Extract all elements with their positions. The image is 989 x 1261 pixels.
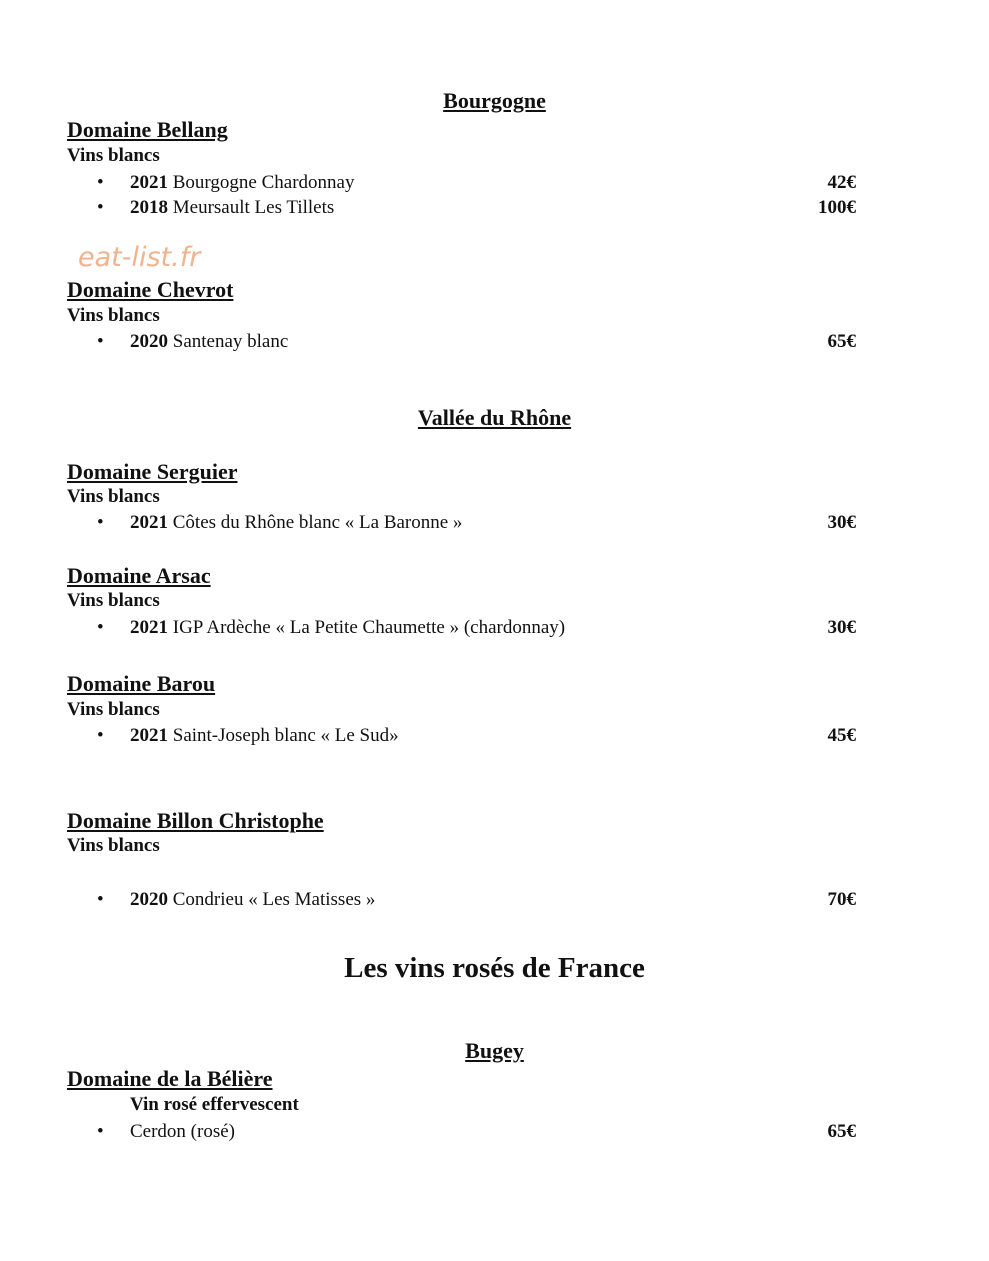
domain-heading: Domaine Billon Christophe: [67, 808, 324, 833]
wine-item: [130, 1121, 235, 1143]
wine-price: 42€: [827, 172, 856, 193]
wine-name: Cerdon (rosé): [130, 1121, 235, 1142]
category-label: Vin rosé effervescent: [130, 1094, 299, 1115]
bullet: •: [97, 617, 104, 638]
wine-price: 100€: [818, 197, 856, 218]
domain-heading: Domaine Chevrot: [67, 277, 234, 302]
wine-price: 45€: [827, 725, 856, 746]
bullet: •: [97, 1121, 104, 1142]
bullet: •: [97, 197, 104, 218]
bullet: •: [97, 512, 104, 533]
wine-year: 2021: [130, 617, 168, 638]
watermark-text: eat-list.fr: [78, 242, 201, 273]
category-label: Vins blancs: [67, 699, 160, 720]
section-title: Les vins rosés de France: [344, 952, 645, 984]
wine-price: 70€: [827, 889, 856, 910]
category-label: Vins blancs: [67, 145, 160, 166]
wine-name: Meursault Les Tillets: [172, 197, 335, 218]
wine-item: [130, 172, 354, 194]
category-label: Vins blancs: [67, 835, 160, 856]
wine-name: Saint-Joseph blanc « Le Sud»: [172, 725, 399, 746]
category-label: Vins blancs: [67, 305, 160, 326]
wine-item: [130, 725, 399, 747]
wine-name: Bourgogne Chardonnay: [172, 172, 355, 193]
wine-year: 2021: [130, 172, 168, 193]
wine-item: [130, 889, 375, 911]
wine-price: 65€: [827, 331, 856, 352]
domain-heading: Domaine Serguier: [67, 459, 238, 484]
wine-year: 2020: [130, 331, 168, 352]
domain-heading: Domaine de la Bélière: [67, 1066, 273, 1091]
region-heading-bugey: Bugey: [465, 1038, 524, 1063]
wine-name: IGP Ardèche « La Petite Chaumette » (chardonnay): [172, 617, 566, 638]
bullet: •: [97, 725, 104, 746]
domain-heading: Domaine Bellang: [67, 117, 228, 142]
wine-year: 2021: [130, 512, 168, 533]
region-heading-bourgogne: Bourgogne: [443, 88, 546, 113]
category-label: Vins blancs: [67, 590, 160, 611]
wine-item: [130, 617, 565, 639]
bullet: •: [97, 331, 104, 352]
wine-name: Santenay blanc: [172, 331, 289, 352]
wine-year: 2021: [130, 725, 168, 746]
bullet: •: [97, 172, 104, 193]
wine-year: 2020: [130, 889, 168, 910]
wine-item: [130, 512, 462, 534]
category-label: Vins blancs: [67, 486, 160, 507]
wine-price: 65€: [827, 1121, 856, 1142]
wine-price: 30€: [827, 617, 856, 638]
wine-item: [130, 197, 334, 219]
domain-heading: Domaine Barou: [67, 671, 216, 696]
wine-name: Côtes du Rhône blanc « La Baronne »: [172, 512, 463, 533]
wine-price: 30€: [827, 512, 856, 533]
bullet: •: [97, 889, 104, 910]
wine-item: [130, 331, 288, 353]
wine-name: Condrieu « Les Matisses »: [172, 889, 376, 910]
wine-year: 2018: [130, 197, 168, 218]
region-heading-rhone: Vallée du Rhône: [417, 405, 572, 430]
domain-heading: Domaine Arsac: [67, 563, 211, 588]
